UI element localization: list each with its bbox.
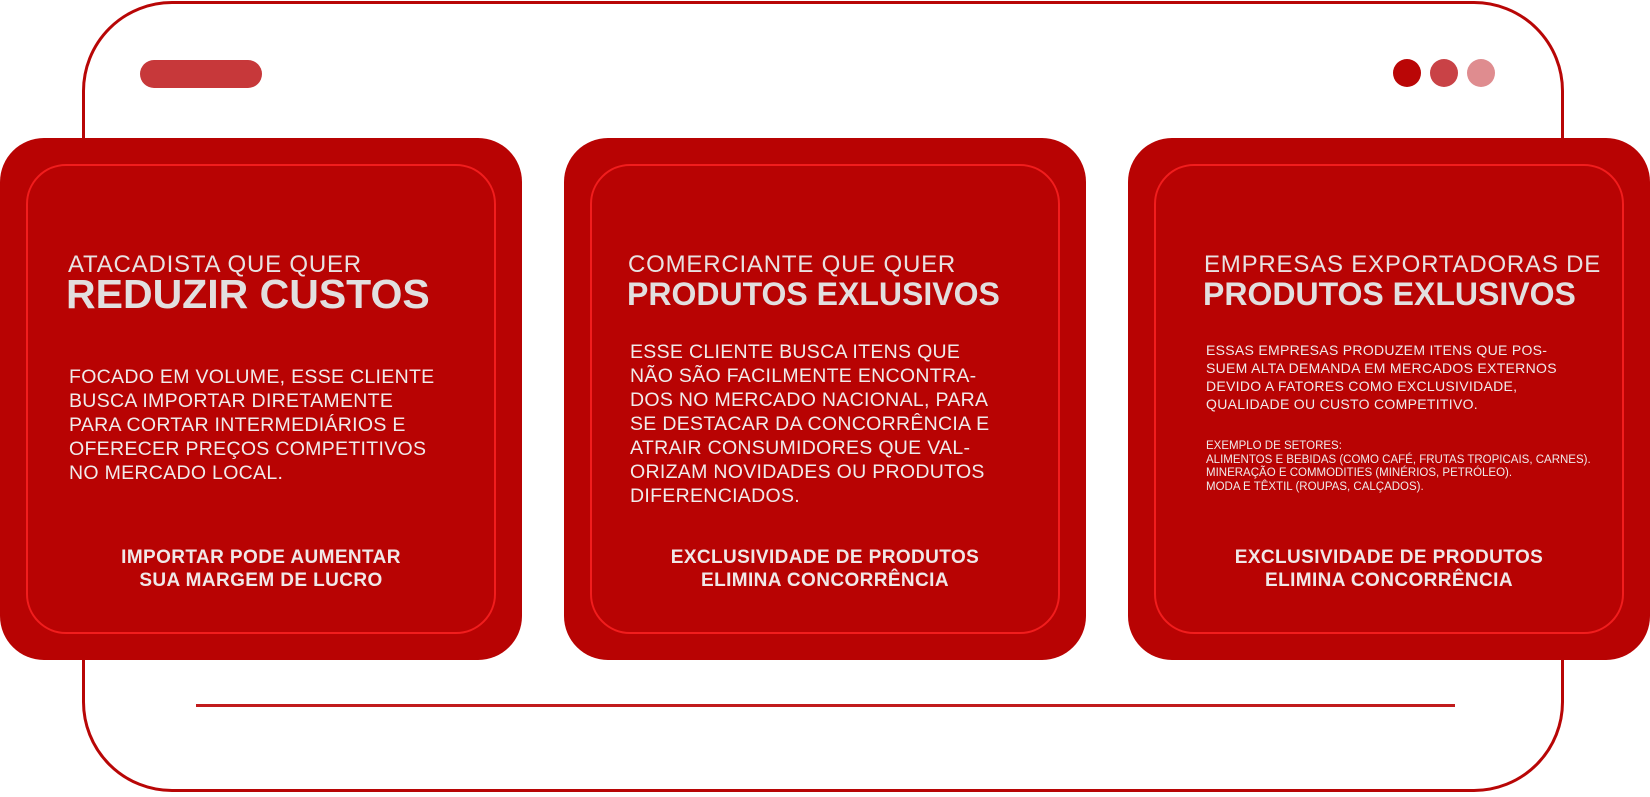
card-footer: IMPORTAR PODE AUMENTAR SUA MARGEM DE LUCRO [121, 547, 401, 591]
card-description: ESSAS EMPRESAS PRODUZEM ITENS QUE POS- SUEM ALTA DEMANDA EM MERCADOS EXTERNOS DEVIDO A FATORES COMO EXCLUSIVIDADE, QUALIDADE OU CUSTO COMPETITIVO. [1206, 342, 1557, 412]
card-kicker: EMPRESAS EXPORTADORAS DE [1204, 251, 1602, 278]
card-footer: EXCLUSIVIDADE DE PRODUTOS ELIMINA CONCORRÊNCIA [670, 547, 980, 591]
card-headline: REDUZIR CUSTOS [66, 271, 430, 317]
card-description: ESSE CLIENTE BUSCA ITENS QUE NÃO SÃO FACILMENTE ENCONTRA- DOS NO MERCADO NACIONAL, PARA SE DESTACAR DA CONCORRÊNCIA E ATRAIR CONSUMIDORES QUE VAL- ORIZAM NOVIDADES OU PRODUTOS DIFERENCIADOS. [630, 341, 990, 507]
card-headline: PRODUTOS EXLUSIVOS [627, 276, 1000, 312]
card-exporter [1128, 138, 1650, 660]
card-sector-examples: EXEMPLO DE SETORES: ALIMENTOS E BEBIDAS (COMO CAFÉ, FRUTAS TROPICAIS, CARNES). MINERAÇÃO E COMMODITIES (MINÉRIOS, PETRÓLEO). MODA E TÊXTIL (ROUPAS, CALÇADOS). [1206, 440, 1591, 493]
card-headline: PRODUTOS EXLUSIVOS [1203, 276, 1576, 312]
window-control-dot-3 [1467, 59, 1495, 87]
card-retailer [564, 138, 1086, 660]
footer-divider-line [196, 704, 1455, 707]
address-bar-pill [140, 60, 262, 88]
window-control-dot-1 [1393, 59, 1421, 87]
card-description: FOCADO EM VOLUME, ESSE CLIENTE BUSCA IMPORTAR DIRETAMENTE PARA CORTAR INTERMEDIÁRIOS E OFERECER PREÇOS COMPETITIVOS NO MERCADO LOCAL. [69, 366, 435, 484]
window-control-dot-2 [1430, 59, 1458, 87]
card-kicker: COMERCIANTE QUE QUER [628, 251, 957, 278]
card-kicker: ATACADISTA QUE QUER [68, 251, 362, 278]
card-wholesaler [0, 138, 522, 660]
card-footer: EXCLUSIVIDADE DE PRODUTOS ELIMINA CONCORRÊNCIA [1234, 547, 1544, 591]
